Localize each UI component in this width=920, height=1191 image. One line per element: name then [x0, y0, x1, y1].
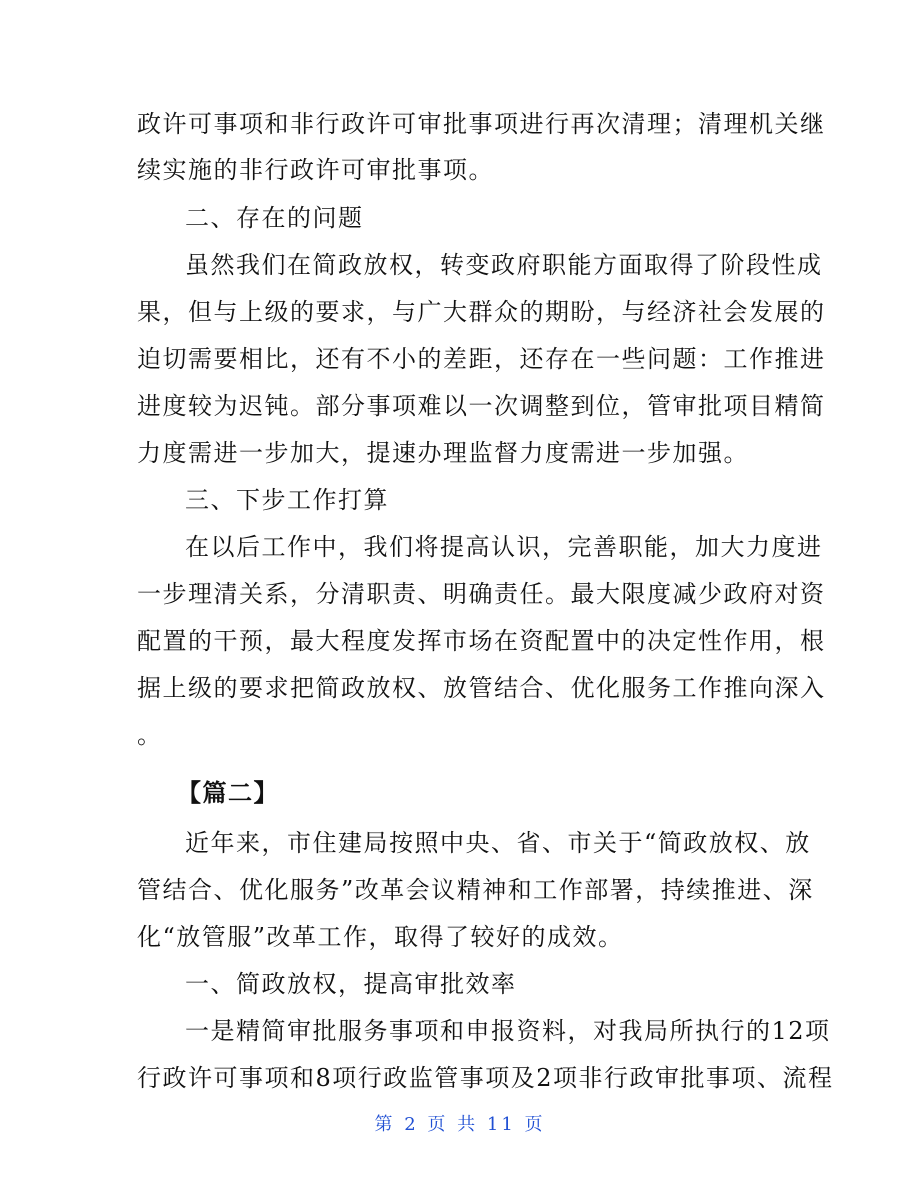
body-text-line: 续实施的非行政许可审批事项。 — [137, 156, 494, 184]
footer-prefix: 第 — [374, 1114, 396, 1135]
footer-total-word: 共 — [457, 1114, 479, 1135]
total-page-count: 11 — [486, 1114, 516, 1135]
section-heading-next-steps: 三、下步工作打算 — [185, 486, 389, 514]
body-text-line: 。 — [137, 721, 163, 749]
footer-page-word: 页 — [427, 1114, 449, 1135]
page-footer — [0, 1114, 920, 1136]
section-heading-streamline: 一、简政放权，提高审批效率 — [185, 970, 517, 998]
body-text-line: 虽然我们在简政放权，转变政府职能方面取得了阶段性成 — [185, 251, 823, 279]
body-text-line: 力度需进一步加大，提速办理监督力度需进一步加强。 — [137, 439, 749, 467]
part-heading: 【篇二】 — [177, 778, 279, 807]
body-text-line: 配置的干预，最大程度发挥市场在资配置中的决定性作用，根 — [137, 627, 826, 655]
body-text-line: 果，但与上级的要求，与广大群众的期盼，与经济社会发展的 — [137, 298, 826, 326]
body-text-line: 近年来，市住建局按照中央、省、市关于“简政放权、放 — [185, 829, 811, 857]
body-text-line: 一步理清关系，分清职责、明确责任。最大限度减少政府对资 — [137, 580, 826, 608]
body-text-line: 政许可事项和非行政许可审批事项进行再次清理；清理机关继 — [137, 110, 826, 138]
body-text-line: 据上级的要求把简政放权、放管结合、优化服务工作推向深入 — [137, 674, 826, 702]
current-page-number: 2 — [404, 1114, 419, 1135]
body-text-line: 一是精简审批服务事项和申报资料，对我局所执行的12项 — [185, 1017, 831, 1045]
body-text-line: 进度较为迟钝。部分事项难以一次调整到位，管审批项目精简 — [137, 392, 826, 420]
body-text-line: 迫切需要相比，还有不小的差距，还存在一些问题：工作推进 — [137, 345, 826, 373]
body-text-line: 在以后工作中，我们将提高认识，完善职能，加大力度进 — [185, 533, 823, 561]
footer-suffix: 页 — [524, 1114, 546, 1135]
body-text-line: 管结合、优化服务”改革会议精神和工作部署，持续推进、深 — [137, 876, 814, 904]
section-heading-problems: 二、存在的问题 — [185, 204, 364, 232]
body-text-line: 行政许可事项和8项行政监管事项及2项非行政审批事项、流程 — [137, 1064, 834, 1092]
body-text-line: 化“放管服”改革工作，取得了较好的成效。 — [137, 923, 624, 951]
